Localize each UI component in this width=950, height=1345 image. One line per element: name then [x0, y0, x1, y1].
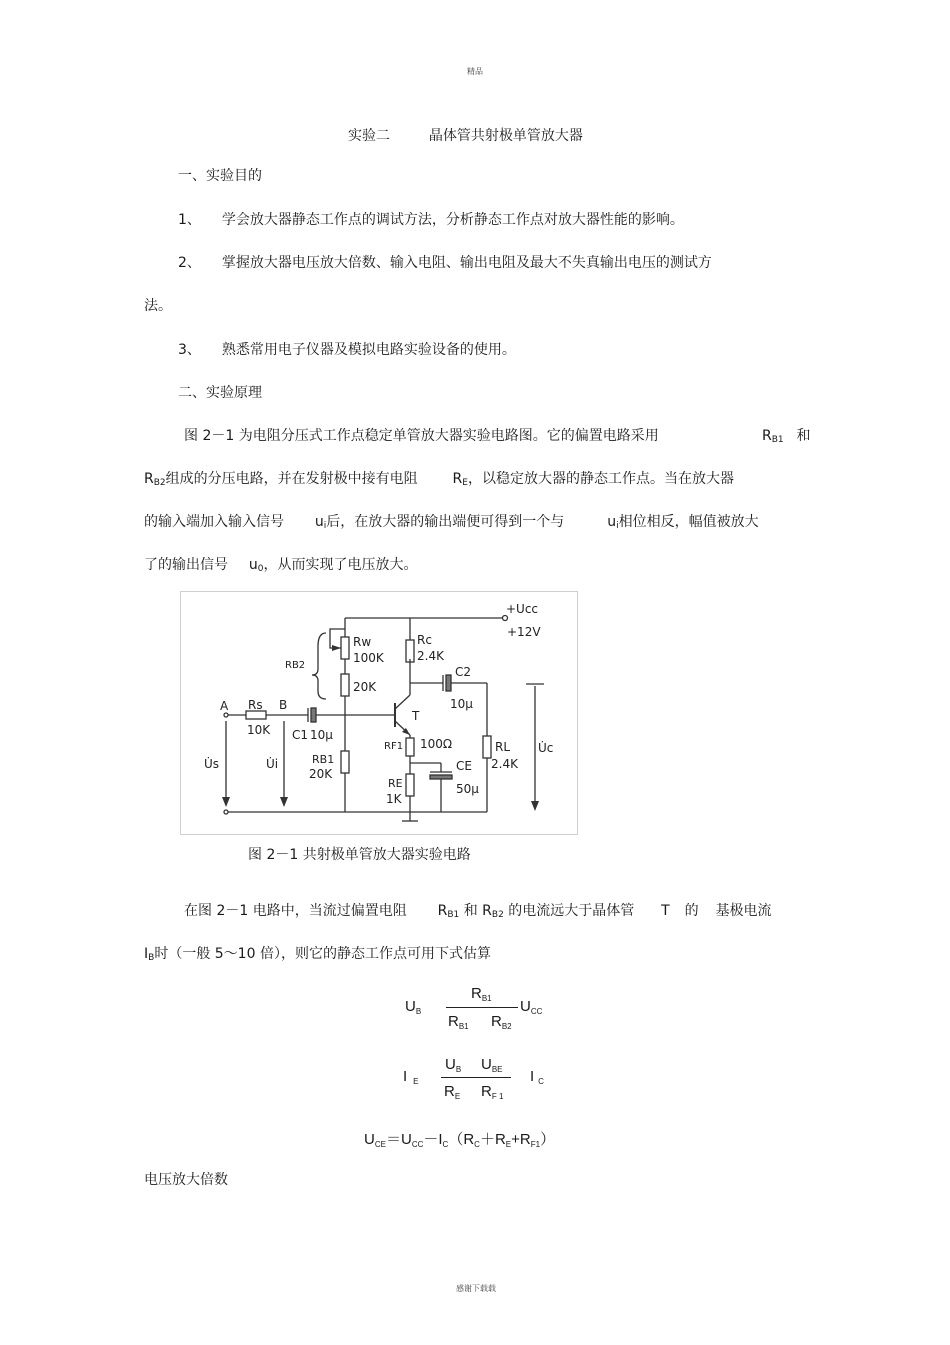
formula-denominator-1: $R_E$ — [444, 1083, 461, 1101]
subscript: B — [148, 953, 155, 963]
estimate-line-2 — [144, 945, 491, 967]
objective-item-1 — [178, 211, 684, 229]
document-title — [348, 125, 583, 145]
label-rb2: RB2 — [285, 660, 306, 671]
circuit-diagram — [180, 591, 578, 835]
label-12v: +12V — [507, 625, 541, 639]
formula-numerator: $R_{B1}$ — [471, 985, 492, 1003]
label-re: RE — [388, 777, 403, 790]
symbol-r: R — [482, 903, 492, 919]
label-rf1-value: 100Ω — [420, 737, 453, 751]
text-run: ，以稳定放大器的静态工作点。当在放大器 — [467, 471, 734, 487]
label-rb1: RB1 — [312, 753, 335, 766]
fraction-bar — [441, 1077, 511, 1078]
text-run: ，从而实现了电压放大。 — [263, 557, 418, 573]
symbol-r: R — [144, 471, 154, 487]
objective-item-3 — [178, 341, 516, 359]
item-text: 学会放大器静态工作点的调试方法，分析静态工作点对放大器性能的影响。 — [221, 212, 684, 228]
title-part2: 晶体管共射极单管放大器 — [428, 128, 583, 144]
text-run: 了的输出信号 — [144, 557, 228, 573]
subscript: B2 — [153, 478, 166, 488]
text-run: 时（一般 5～10 倍），则它的静态工作点可用下式估算 — [154, 946, 491, 962]
label-rb1-value: 20K — [309, 767, 333, 781]
label-c1-value: 10μ — [310, 728, 333, 742]
label-rl-value: 2.4K — [491, 757, 518, 771]
subscript: B2 — [491, 910, 504, 920]
symbol-u: u — [607, 514, 617, 530]
title-part1: 实验二 — [348, 128, 390, 144]
item-number: 2、 — [178, 255, 201, 271]
section1-heading: 一、实验目的 — [178, 168, 262, 184]
formula-numerator-1: $U_B$ — [445, 1056, 462, 1074]
page-footer: 感谢下载载 — [456, 1284, 496, 1293]
label-a: A — [220, 699, 229, 713]
principle-line-1 — [184, 427, 659, 445]
section2-heading: 二、实验原理 — [178, 385, 262, 401]
label-rs: Rs — [248, 698, 263, 712]
label-us: U̇s — [204, 757, 220, 771]
label-20k: 20K — [353, 680, 377, 694]
symbol-i: I — [144, 946, 149, 962]
text-run: 基极电流 — [715, 903, 772, 919]
page-header: 精品 — [467, 67, 483, 76]
label-c2-value: 10μ — [450, 697, 473, 711]
formula-denominator-2: $R_{B2}$ — [491, 1013, 512, 1031]
objective-item-2-continued: 法。 — [144, 298, 172, 314]
formula-lhs: $U_B$ — [405, 998, 422, 1016]
item-number: 3、 — [178, 342, 201, 358]
symbol-t: T — [661, 903, 670, 919]
text-run: 组成的分压电路，并在发射极中接有电阻 — [165, 471, 418, 487]
item-number: 1、 — [178, 212, 201, 228]
label-rf1: RF1 — [384, 741, 404, 752]
symbol-r: R — [452, 471, 463, 487]
text-run: 的 — [684, 903, 699, 919]
text-run: 在图 2－1 电路中，当流过偏置电阻 — [184, 903, 407, 919]
label-c1: C1 — [292, 728, 309, 742]
symbol-u: u — [314, 514, 324, 530]
principle-line-2 — [144, 470, 734, 492]
symbol-r: R — [437, 903, 448, 919]
formula-lhs: I $_E$ — [403, 1068, 419, 1086]
formula-uce: $U_{CE}=U_{CC}-I_C(R_C+R_E+R_{F1})$ — [364, 1131, 556, 1149]
label-ui: U̇i — [266, 757, 279, 771]
label-uc: U̇c — [538, 741, 554, 755]
label-rl: RL — [495, 740, 511, 754]
formula-denominator-1: $R_{B1}$ — [448, 1013, 469, 1031]
text-run: 的电流远大于晶体管 — [508, 903, 635, 919]
symbol-u: u — [248, 557, 258, 573]
label-rw: Rw — [353, 635, 372, 649]
subscript: B1 — [447, 910, 460, 920]
text-run: 图 2－1 为电阻分压式工作点稳定单管放大器实验电路图。它的偏置电路采用 — [184, 428, 659, 444]
subscript: E — [462, 478, 468, 488]
text-run: 和 — [463, 903, 478, 919]
label-ce-value: 50μ — [456, 782, 479, 796]
text-run: 和 — [796, 428, 811, 444]
voltage-gain-heading: 电压放大倍数 — [144, 1172, 228, 1188]
label-rs-value: 10K — [247, 723, 271, 737]
objective-item-2 — [178, 254, 712, 272]
label-ce: CE — [456, 759, 472, 773]
formula-rhs: I $_C$ — [530, 1068, 544, 1086]
label-ucc: +Ucc — [506, 602, 539, 616]
formula-numerator-2: $U_{BE}$ — [481, 1056, 503, 1074]
formula-denominator-2: $R_{F 1}$ — [481, 1083, 504, 1101]
text-run: 相位相反，幅值被放大 — [618, 514, 759, 530]
label-t: T — [412, 709, 420, 723]
item-text: 掌握放大器电压放大倍数、输入电阻、输出电阻及最大不失真输出电压的测试方 — [221, 255, 712, 271]
label-rc: Rc — [417, 633, 432, 647]
subscript: 0 — [257, 564, 264, 574]
text-run: 后，在放大器的输出端便可得到一个与 — [326, 514, 565, 530]
principle-rb1 — [762, 427, 811, 449]
fraction-bar — [446, 1007, 518, 1008]
subscript: B1 — [771, 435, 784, 445]
principle-line-4 — [144, 556, 418, 578]
item-text: 熟悉常用电子仪器及模拟电路实验设备的使用。 — [221, 342, 516, 358]
estimate-line-1 — [184, 902, 772, 924]
subscript: i — [323, 521, 327, 531]
label-re-value: 1K — [386, 792, 402, 806]
label-b: B — [279, 698, 288, 712]
symbol-r: R — [762, 428, 772, 444]
text-run: 的输入端加入输入信号 — [144, 514, 284, 530]
label-rc-value: 2.4K — [417, 649, 444, 663]
formula-rhs: $U_{CC}$ — [520, 998, 543, 1016]
subscript: i — [616, 521, 619, 531]
label-rw-value: 100K — [353, 651, 384, 665]
principle-line-3 — [144, 513, 759, 535]
label-c2: C2 — [455, 665, 472, 679]
figure-caption: 图 2－1 共射极单管放大器实验电路 — [248, 847, 471, 863]
